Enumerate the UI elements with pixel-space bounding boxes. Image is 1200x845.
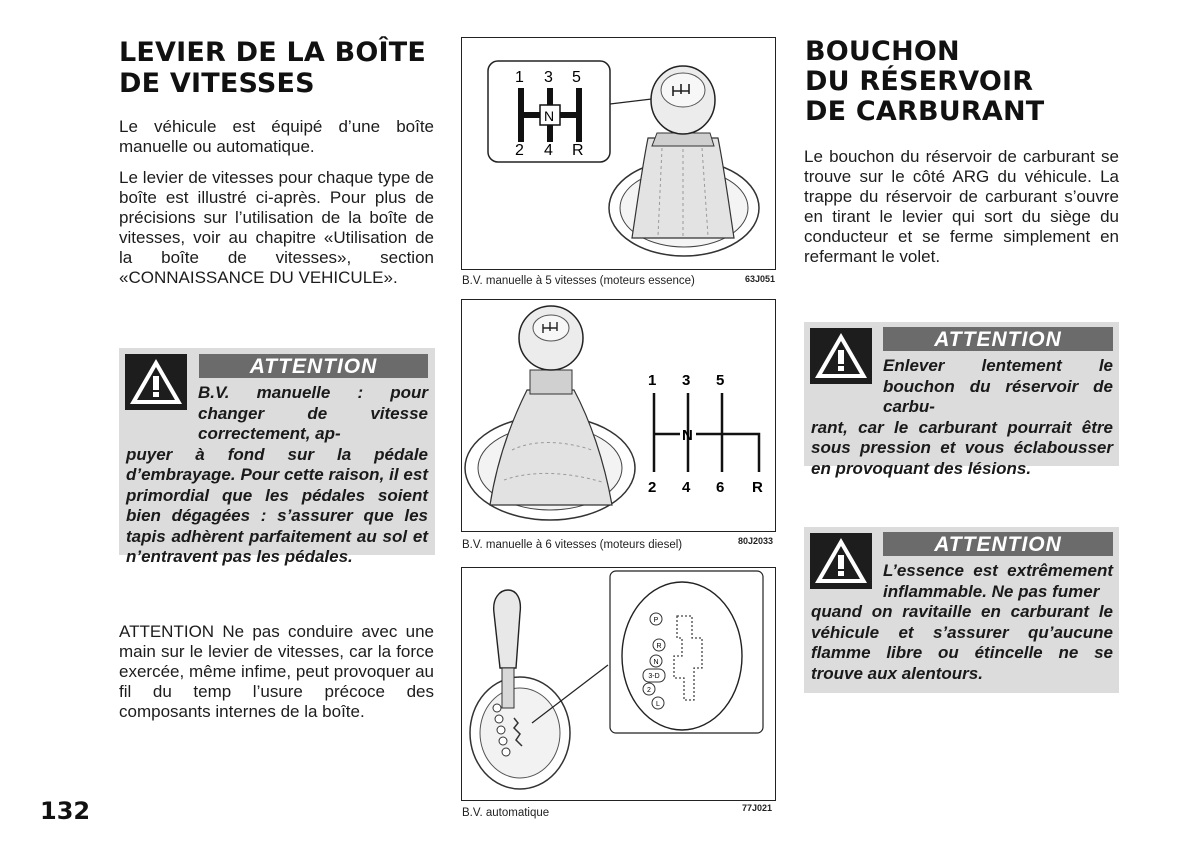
gear-label: R (572, 142, 584, 159)
title-line: DE CARBURANT (805, 96, 1045, 127)
title-line: LEVIER DE LA BOÎTE (119, 37, 427, 68)
warning-box-fuel-pressure (804, 322, 1119, 478)
title-line: BOUCHON (805, 36, 960, 67)
warning-text-first: L’essence est extrêmement inflammable. Ne pas fumer (883, 561, 1113, 601)
page-number: 132 (40, 797, 91, 825)
gear-label: 2 (515, 142, 524, 159)
warning-text-first: B.V. manuelle : pour changer de vitesse correctement, ap- (198, 383, 428, 443)
gear-label: 6 (716, 479, 725, 496)
gearbox-5-speed-illustration (462, 38, 775, 269)
warning-header: ATTENTION (883, 327, 1113, 351)
warning-box-flammable (804, 527, 1119, 693)
title-line: DE VITESSES (119, 68, 315, 99)
warning-text-first: Enlever lentement le bouchon du réservoir de carbu- (883, 356, 1113, 416)
warning-header: ATTENTION (883, 532, 1113, 556)
gear-label: 4 (682, 479, 691, 496)
figure-code: 77J021 (742, 803, 773, 813)
warning-text-rest: quand on ravitaille en carburant le véhicule et s’assurer qu’aucune flamme libre ou étincelle ne se trouve aux alentours. (811, 602, 1113, 683)
automatic-gearbox-illustration (462, 568, 775, 800)
shift-position-label: P (653, 617, 659, 624)
lever-paragraph: Le levier de vitesses pour chaque type de boîte est illustré ci-après. Pour plus de précisions sur l’utilisation de la boîte de vitesses, voir au chapitre «Utilisation de la boîte de vitesses», section «CONNAISSANCE DU VEHICULE». (119, 168, 434, 287)
figure-caption: B.V. manuelle à 6 vitesses (moteurs diesel) (462, 539, 683, 551)
neutral-label: N (682, 427, 693, 444)
shift-position-label: R (656, 643, 662, 650)
title-line: DU RÉSERVOIR (805, 66, 1034, 97)
figure-6-speed-gearbox (461, 299, 776, 532)
gear-label: 3 (682, 372, 691, 389)
gear-label: 5 (572, 69, 581, 86)
warning-text (811, 561, 1113, 684)
gear-label: 5 (716, 372, 725, 389)
intro-paragraph: Le véhicule est équipé d’une boîte manuelle ou automatique. (119, 117, 434, 156)
figure-caption: B.V. manuelle à 5 vitesses (moteurs essence) (462, 275, 695, 287)
neutral-label: N (544, 108, 555, 124)
figure-caption: B.V. automatique (462, 807, 550, 819)
figure-code: 80J2033 (738, 536, 774, 546)
section-title-gearbox (119, 37, 439, 99)
warning-text-rest: rant, car le carburant pourrait être sous pression et vous éclabousser en provoquant des lésions. (811, 417, 1113, 478)
shift-position-label: 3-D (648, 673, 660, 680)
gear-label: 3 (544, 69, 553, 86)
warning-text (126, 383, 428, 568)
gearbox-6-speed-illustration (462, 300, 775, 531)
warning-text (811, 356, 1113, 479)
gear-label: 2 (648, 479, 657, 496)
caution-paragraph: ATTENTION Ne pas conduire avec une main sur le levier de vitesses, car la force exercée, même infime, peut provoquer au fil du temp l’usure précoce des composants internes de la boîte. (119, 622, 434, 721)
shift-position-label: L (656, 701, 660, 708)
warning-text-rest: puyer à fond sur la pédale d’embrayage. Pour cette raison, il est primordial que les pédales soient bien dégagées : s’assurer que les tapis adhèrent parfaitement au sol et n’entravent pas les pédales. (126, 444, 428, 566)
warning-header: ATTENTION (199, 354, 428, 378)
gear-label: 1 (515, 69, 524, 86)
figure-code: 63J051 (745, 274, 776, 284)
gear-label: 1 (648, 372, 657, 389)
fuel-cap-paragraph: Le bouchon du réservoir de carburant se trouve sur le côté ARG du véhicule. La trappe du réservoir de carburant s’ouvre en tirant le levier qui sort du siège du conducteur et se ferme simplement en refermant le volet. (804, 147, 1119, 266)
gear-label: 4 (544, 142, 553, 159)
figure-5-speed-gearbox (461, 37, 776, 270)
shift-position-label: N (653, 659, 659, 666)
figure-automatic-gearbox (461, 567, 776, 801)
gear-label: R (752, 479, 763, 496)
section-title-fuel-cap (805, 37, 1125, 127)
shift-position-label: 2 (647, 687, 651, 694)
warning-box-clutch (119, 348, 435, 566)
